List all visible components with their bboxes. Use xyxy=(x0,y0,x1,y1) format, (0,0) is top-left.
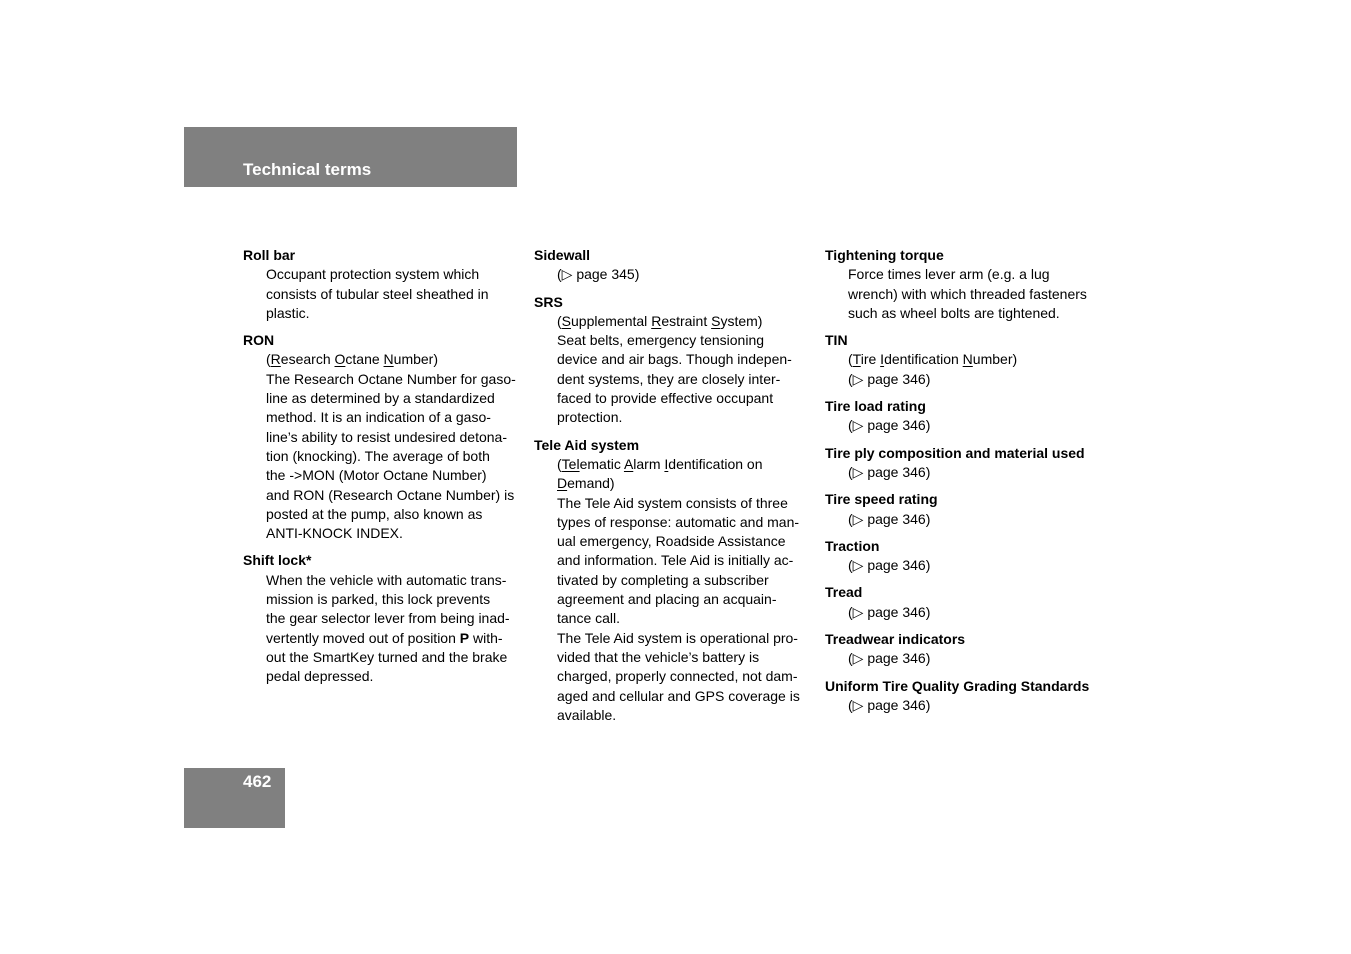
glossary-entry xyxy=(825,583,1115,622)
definition-line: the gear selector lever from being inad- xyxy=(266,610,510,627)
definition-line: tion (knocking). The average of both xyxy=(266,447,490,464)
definition-line: such as wheel bolts are tightened. xyxy=(848,304,1060,321)
glossary-definition xyxy=(825,416,1115,435)
glossary-entry xyxy=(825,331,1115,389)
definition-line: consists of tubular steel sheathed in xyxy=(266,285,489,302)
definition-line: posted at the pump, also known as xyxy=(266,505,483,522)
glossary-definition xyxy=(243,350,528,543)
definition-line: and RON (Research Octane Number) is xyxy=(266,486,515,503)
glossary-definition xyxy=(825,603,1115,622)
glossary-term: Tele Aid system xyxy=(534,436,640,453)
glossary-term: Tread xyxy=(825,584,863,601)
glossary-entry xyxy=(243,246,528,323)
glossary-definition xyxy=(534,455,819,725)
glossary-definition xyxy=(243,265,528,323)
definition-line: charged, properly connected, not dam- xyxy=(557,668,798,685)
definition-line: vertently moved out of position P with- xyxy=(266,629,503,646)
glossary-definition xyxy=(825,696,1115,715)
definition-line: tance call. xyxy=(557,610,621,627)
definition-line: ual emergency, Roadside Assistance xyxy=(557,533,786,550)
glossary-definition xyxy=(243,571,528,687)
glossary-definition xyxy=(825,556,1115,575)
definition-line: (Tire Identification Number) xyxy=(848,351,1018,368)
glossary-term: Uniform Tire Quality Grading Standards xyxy=(825,677,1090,694)
section-header-bar xyxy=(184,127,517,187)
glossary-definition xyxy=(825,649,1115,668)
definition-line: and information. Tele Aid is initially ac- xyxy=(557,552,794,569)
section-title: Technical terms xyxy=(243,160,372,179)
glossary-term: Traction xyxy=(825,537,880,554)
definition-line: line’s ability to resist undesired detona- xyxy=(266,428,507,445)
definition-line: ANTI-KNOCK INDEX. xyxy=(266,525,403,542)
glossary-entry xyxy=(825,246,1115,323)
glossary-entry xyxy=(825,537,1115,576)
definition-line: plastic. xyxy=(266,304,310,321)
glossary-term: Roll bar xyxy=(243,247,296,263)
definition-line: wrench) with which threaded fasteners xyxy=(848,285,1087,302)
glossary-term: TIN xyxy=(825,332,848,349)
glossary-definition xyxy=(825,350,1115,389)
definition-line: mission is parked, this lock prevents xyxy=(266,591,491,608)
definition-line: (▷ page 346) xyxy=(848,370,931,387)
definition-line: The Tele Aid system is operational pro- xyxy=(557,629,798,646)
definition-line: (Research Octane Number) xyxy=(266,351,439,368)
definition-line: (Supplemental Restraint System) xyxy=(557,312,763,329)
glossary-term: Treadwear indicators xyxy=(825,631,966,648)
glossary-term: RON xyxy=(243,332,275,349)
definition-line: Demand) xyxy=(557,475,615,492)
definition-line: (▷ page 346) xyxy=(848,696,931,713)
definition-line: method. It is an indication of a gaso- xyxy=(266,409,491,426)
glossary-entry xyxy=(534,293,819,428)
page-number: 462 xyxy=(243,772,272,791)
glossary-term: Tire speed rating xyxy=(825,491,938,508)
glossary-definition xyxy=(534,312,819,428)
glossary-column-3 xyxy=(825,246,1115,723)
glossary-definition xyxy=(825,510,1115,529)
definition-line: dent systems, they are closely inter- xyxy=(557,370,781,387)
glossary-term: Tightening torque xyxy=(825,247,944,263)
definition-line: aged and cellular and GPS coverage is xyxy=(557,687,800,704)
definition-line: (▷ page 345) xyxy=(557,266,640,283)
glossary-term: SRS xyxy=(534,293,563,310)
definition-line: pedal depressed. xyxy=(266,668,374,685)
glossary-definition xyxy=(825,265,1115,323)
definition-line: tivated by completing a subscriber xyxy=(557,571,769,588)
definition-line: (▷ page 346) xyxy=(848,557,931,574)
definition-line: (▷ page 346) xyxy=(848,510,931,527)
glossary-term: Tire ply composition and material used xyxy=(825,444,1085,461)
definition-line: device and air bags. Though indepen- xyxy=(557,351,792,368)
definition-line: (Telematic Alarm Identification on xyxy=(557,455,763,472)
glossary-column-2 xyxy=(534,246,819,733)
glossary-entry xyxy=(825,677,1115,716)
definition-line: out the SmartKey turned and the brake xyxy=(266,648,508,665)
definition-line: (▷ page 346) xyxy=(848,417,931,434)
definition-line: The Tele Aid system consists of three xyxy=(557,494,788,511)
definition-line: vided that the vehicle’s battery is xyxy=(557,648,760,665)
glossary-term: Sidewall xyxy=(534,247,591,263)
glossary-entry xyxy=(825,397,1115,436)
definition-line: line as determined by a standardized xyxy=(266,390,495,407)
glossary-definition xyxy=(534,265,819,284)
definition-line: agreement and placing an acquain- xyxy=(557,591,777,608)
definition-line: the ->MON (Motor Octane Number) xyxy=(266,467,487,484)
definition-line: faced to provide effective occupant xyxy=(557,390,774,407)
definition-line: protection. xyxy=(557,409,623,426)
glossary-entry xyxy=(243,331,528,543)
glossary-entry xyxy=(534,436,819,725)
glossary-entry xyxy=(825,444,1115,483)
glossary-term: Tire load rating xyxy=(825,398,926,415)
definition-line: When the vehicle with automatic trans- xyxy=(266,571,507,588)
definition-line: types of response: automatic and man- xyxy=(557,513,800,530)
glossary-entry xyxy=(534,246,819,285)
glossary-term: Shift lock* xyxy=(243,552,312,569)
glossary-entry xyxy=(825,490,1115,529)
page-number-tab xyxy=(184,768,285,828)
definition-line: (▷ page 346) xyxy=(848,463,931,480)
definition-line: The Research Octane Number for gaso- xyxy=(266,370,516,387)
definition-line: Force times lever arm (e.g. a lug xyxy=(848,266,1050,283)
definition-line: Seat belts, emergency tensioning xyxy=(557,332,765,349)
glossary-column-1 xyxy=(243,246,528,695)
definition-line: available. xyxy=(557,706,617,723)
definition-line: (▷ page 346) xyxy=(848,603,931,620)
glossary-entry xyxy=(825,630,1115,669)
definition-line: (▷ page 346) xyxy=(848,650,931,667)
glossary-entry xyxy=(243,551,528,686)
definition-line: Occupant protection system which xyxy=(266,266,480,283)
glossary-definition xyxy=(825,463,1115,482)
